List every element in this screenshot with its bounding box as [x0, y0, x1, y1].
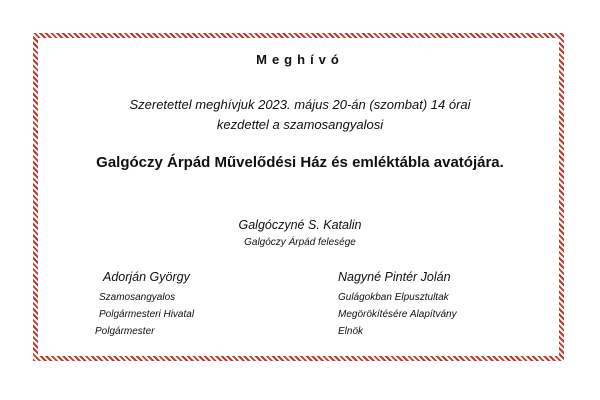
intro-line-1: Szeretettel meghívjuk 2023. május 20-án (szombat) 14 órai — [129, 97, 471, 112]
venue-heading: Galgóczy Árpád Művelődési Ház és emléktábla avatójára. — [96, 154, 504, 171]
signatory-line: Szamosangyalos — [99, 292, 176, 303]
host-name: Galgóczyné S. Katalin — [238, 218, 362, 232]
signatory-line: Polgármester — [95, 326, 155, 337]
invitation-title: Meghívó — [256, 52, 344, 67]
intro-line-2: kezdettel a szamosangyalosi — [216, 117, 384, 132]
host-role: Galgóczy Árpád felesége — [244, 237, 356, 248]
signatory-left — [95, 270, 194, 340]
signatory-name: Nagyné Pintér Jolán — [338, 270, 451, 284]
signatory-line: Megörökítésére Alapítvány — [338, 309, 457, 320]
signatory-line: Elnök — [338, 326, 364, 337]
signatory-right — [338, 270, 457, 340]
signatory-line: Polgármesteri Hivatal — [99, 309, 195, 320]
signatory-line: Gulágokban Elpusztultak — [338, 292, 449, 303]
signatory-name: Adorján György — [103, 270, 190, 284]
